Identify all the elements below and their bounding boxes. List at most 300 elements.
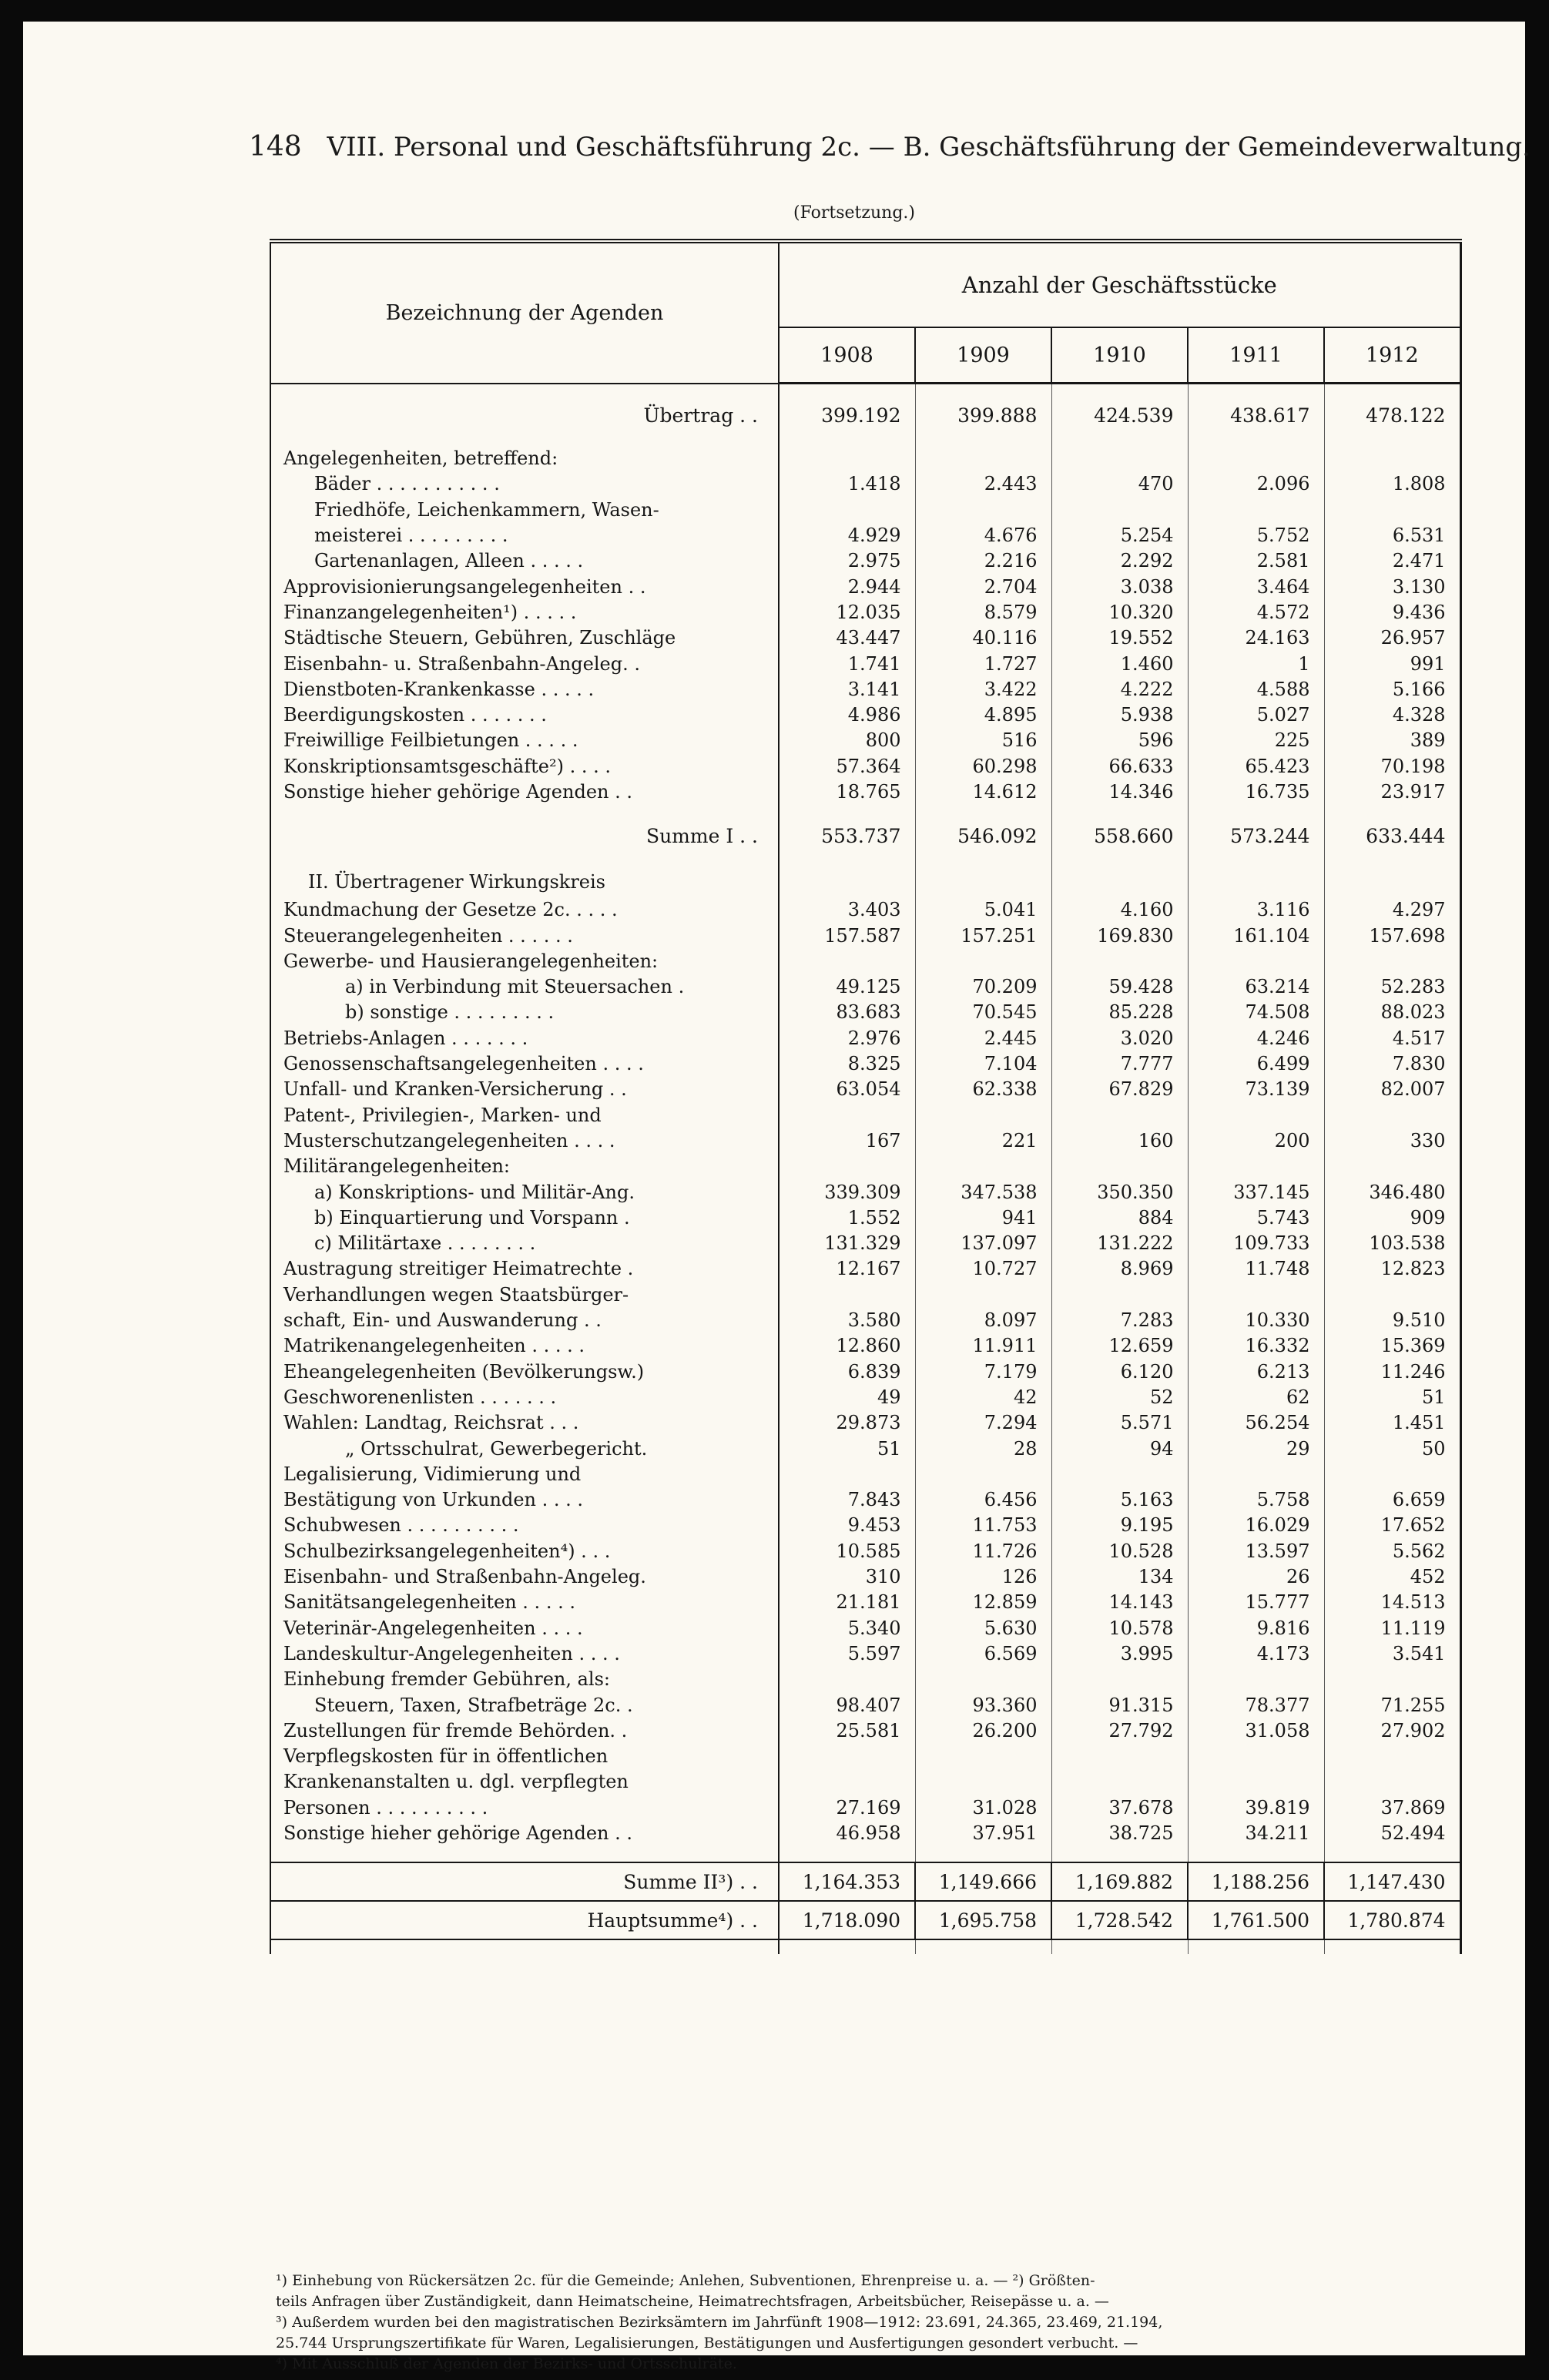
empty-cell	[1324, 1282, 1460, 1308]
table-row	[270, 677, 1460, 702]
table-row	[270, 702, 1460, 728]
value-cell: 62	[1188, 1385, 1324, 1410]
value-cell: 167	[779, 1128, 915, 1154]
agenda-table	[270, 239, 1462, 1954]
table-row	[270, 1256, 1460, 1282]
value-cell: 5.562	[1392, 1540, 1446, 1562]
value-cell: 93.360	[915, 1692, 1051, 1718]
table-row	[270, 1077, 1460, 1102]
value-cell: 3.464	[1188, 574, 1324, 599]
value-cell: 5.340	[779, 1615, 915, 1641]
value-cell: 1.727	[915, 651, 1051, 676]
value-cell: 424.539	[1051, 400, 1188, 431]
footnotes	[276, 2271, 1454, 2375]
value-cell: 73.139	[1188, 1077, 1324, 1102]
empty-cell	[1188, 1282, 1324, 1308]
value-cell: 884	[1051, 1205, 1188, 1231]
table-row	[270, 923, 1460, 948]
value-cell: 9.453	[779, 1513, 915, 1538]
row-label: Personen . . . . . . . . . .	[270, 1795, 779, 1821]
spacer-row	[270, 431, 1460, 446]
table-row	[270, 1410, 1460, 1436]
page-number: 148	[249, 131, 302, 163]
value-cell: 4.297	[1392, 899, 1446, 921]
row-label: Veterinär-Angelegenheiten . . . .	[270, 1615, 779, 1641]
value-cell: 399.888	[915, 400, 1051, 431]
value-cell: 52	[1051, 1385, 1188, 1410]
table-row	[270, 1051, 1460, 1077]
spacer-cell	[915, 431, 1051, 446]
spacer-cell	[1188, 1939, 1324, 1954]
empty-cell	[1324, 1769, 1460, 1795]
value-cell: 5.597	[779, 1641, 915, 1667]
table-row	[270, 574, 1460, 599]
value-cell: 78.377	[1188, 1692, 1324, 1718]
header-title: VIII. Personal und Geschäftsführung 2c. — B. Geschäftsführung der Gemeindeverwaltung.	[327, 132, 1531, 163]
value-cell: 5.758	[1188, 1487, 1324, 1513]
row-label: Einhebung fremder Gebühren, als:	[270, 1667, 779, 1692]
value-cell: 5.166	[1392, 678, 1446, 700]
row-label: Bäder . . . . . . . . . . .	[270, 471, 779, 497]
footnote-line: ¹) Einhebung von Rückersätzen 2c. für die Gemeinde; Anlehen, Subventionen, Ehrenpreise u. a. — ²) Größten-	[276, 2272, 1095, 2289]
spacer-cell	[779, 1939, 915, 1954]
spacer-cell	[779, 805, 915, 820]
value-cell: 11.748	[1188, 1256, 1324, 1282]
row-label: Friedhöfe, Leichenkammern, Wasen-	[270, 498, 779, 523]
empty-cell	[779, 498, 915, 523]
table-row	[270, 651, 1460, 676]
row-label: Genossenschaftsangelegenheiten . . . .	[270, 1051, 779, 1077]
empty-cell	[1188, 1667, 1324, 1692]
spacer-cell	[915, 805, 1051, 820]
table-row	[270, 897, 1460, 923]
empty-cell	[1324, 1154, 1460, 1179]
value-cell: 7.179	[915, 1359, 1051, 1385]
value-cell: 49.125	[779, 974, 915, 1000]
row-label: a) Konskriptions- und Militär-Ang.	[270, 1179, 779, 1205]
value-cell: 18.765	[779, 779, 915, 805]
spacer-cell	[779, 384, 915, 401]
spacer-cell	[1324, 384, 1460, 401]
table-row	[270, 1000, 1460, 1025]
value-cell: 109.733	[1188, 1231, 1324, 1256]
value-cell: 1,780.874	[1324, 1901, 1460, 1939]
row-label: Kundmachung der Gesetze 2c. . . . .	[270, 897, 779, 923]
label-line-row	[270, 446, 1460, 471]
empty-cell	[1051, 1667, 1188, 1692]
value-cell: 991	[1410, 652, 1446, 675]
empty-cell	[1324, 1103, 1460, 1128]
empty-cell	[915, 1462, 1051, 1487]
value-cell: 1.808	[1392, 473, 1446, 495]
value-cell: 6.499	[1188, 1051, 1324, 1077]
spacer-cell	[779, 431, 915, 446]
value-cell: 27.169	[779, 1795, 915, 1821]
subtotal-row	[270, 820, 1460, 851]
row-label: Landeskultur-Angelegenheiten . . . .	[270, 1641, 779, 1667]
value-cell: 131.329	[779, 1231, 915, 1256]
empty-cell	[915, 1282, 1051, 1308]
value-cell: 800	[779, 728, 915, 753]
value-cell: 5.630	[915, 1615, 1051, 1641]
spacer-cell	[1188, 805, 1324, 820]
value-cell: 14.143	[1051, 1590, 1188, 1615]
value-cell: 31.028	[915, 1795, 1051, 1821]
value-cell: 91.315	[1051, 1692, 1188, 1718]
empty-cell	[1051, 1744, 1188, 1769]
value-cell: 6.456	[915, 1487, 1051, 1513]
value-cell: 2.944	[779, 574, 915, 599]
value-cell: 225	[1188, 728, 1324, 753]
value-cell: 10.578	[1051, 1615, 1188, 1641]
table-row	[270, 1128, 1460, 1154]
value-cell: 3.995	[1051, 1641, 1188, 1667]
value-cell: 4.588	[1188, 677, 1324, 702]
value-cell: 157.587	[779, 923, 915, 948]
row-label: Geschworenenlisten . . . . . . .	[270, 1385, 779, 1410]
value-cell: 330	[1410, 1129, 1446, 1151]
row-label: Schubwesen . . . . . . . . . .	[270, 1513, 779, 1538]
value-cell: 7.777	[1051, 1051, 1188, 1077]
empty-cell	[915, 1667, 1051, 1692]
table-row	[270, 1487, 1460, 1513]
label-line-row	[270, 1282, 1460, 1308]
value-cell: 1,695.758	[915, 1901, 1051, 1939]
empty-cell	[1188, 1154, 1324, 1179]
value-cell: 3.541	[1392, 1642, 1446, 1664]
table-row	[270, 1718, 1460, 1744]
empty-cell	[1051, 867, 1188, 897]
empty-cell	[915, 1154, 1051, 1179]
spacer-cell	[270, 1939, 779, 1954]
empty-cell	[779, 1154, 915, 1179]
year-header: 1911	[1188, 327, 1324, 384]
label-line-row	[270, 1462, 1460, 1487]
value-cell: 24.163	[1188, 625, 1324, 651]
row-label: Hauptsumme⁴) . .	[270, 1901, 779, 1939]
value-cell: 8.097	[915, 1308, 1051, 1333]
value-cell: 573.244	[1188, 820, 1324, 851]
value-cell: 5.041	[915, 897, 1051, 923]
value-cell: 10.320	[1051, 600, 1188, 625]
value-cell: 1	[1188, 651, 1324, 676]
empty-cell	[1324, 949, 1460, 974]
value-cell: 11.911	[915, 1333, 1051, 1359]
value-cell: 14.346	[1051, 779, 1188, 805]
value-cell: 37.869	[1380, 1796, 1446, 1819]
spacer-cell	[1324, 1939, 1460, 1954]
table-row	[270, 1590, 1460, 1615]
table-row	[270, 1513, 1460, 1538]
spacer-cell	[1051, 431, 1188, 446]
value-cell: 26.200	[915, 1718, 1051, 1744]
empty-cell	[915, 446, 1051, 471]
value-cell: 5.163	[1051, 1487, 1188, 1513]
row-label: Legalisierung, Vidimierung und	[270, 1462, 779, 1487]
value-cell: 10.727	[915, 1256, 1051, 1282]
year-header: 1908	[779, 327, 915, 384]
value-cell: 157.698	[1369, 924, 1446, 947]
value-cell: 4.517	[1392, 1027, 1446, 1049]
row-label: Konskriptionsamtsgeschäfte²) . . . .	[270, 754, 779, 779]
value-cell: 38.725	[1051, 1821, 1188, 1846]
spacer-cell	[1188, 1846, 1324, 1862]
value-cell: 8.325	[779, 1051, 915, 1077]
row-label: Matrikenangelegenheiten . . . . .	[270, 1333, 779, 1359]
table-row	[270, 1436, 1460, 1461]
value-cell: 339.309	[779, 1179, 915, 1205]
table-row	[270, 471, 1460, 497]
row-label: Eheangelegenheiten (Bevölkerungsw.)	[270, 1359, 779, 1385]
table-row	[270, 1692, 1460, 1718]
value-cell: 15.369	[1380, 1335, 1446, 1357]
value-cell: 14.513	[1380, 1591, 1446, 1614]
spacer-cell	[1188, 851, 1324, 867]
value-cell: 8.969	[1051, 1256, 1188, 1282]
row-label: b) Einquartierung und Vorspann .	[270, 1205, 779, 1231]
value-cell: 134	[1051, 1564, 1188, 1590]
value-cell: 11.726	[915, 1539, 1051, 1564]
value-cell: 478.122	[1366, 404, 1446, 427]
empty-cell	[1324, 1462, 1460, 1487]
value-cell: 1,169.882	[1051, 1862, 1188, 1901]
empty-cell	[1188, 1103, 1324, 1128]
value-cell: 4.572	[1188, 600, 1324, 625]
row-label: schaft, Ein- und Auswanderung . .	[270, 1308, 779, 1333]
row-label: Steuerangelegenheiten . . . . . .	[270, 923, 779, 948]
value-cell: 31.058	[1188, 1718, 1324, 1744]
value-cell: 62.338	[915, 1077, 1051, 1102]
value-cell: 9.195	[1051, 1513, 1188, 1538]
value-cell: 310	[779, 1564, 915, 1590]
value-cell: 16.735	[1188, 779, 1324, 805]
spacer-row	[270, 851, 1460, 867]
value-cell: 2.445	[915, 1026, 1051, 1051]
value-cell: 9.436	[1392, 601, 1446, 623]
empty-cell	[1051, 1282, 1188, 1308]
row-label: Musterschutzangelegenheiten . . . .	[270, 1128, 779, 1154]
value-cell: 6.659	[1392, 1489, 1446, 1511]
spacer-cell	[270, 431, 779, 446]
empty-cell	[779, 446, 915, 471]
table-row	[270, 1539, 1460, 1564]
value-cell: 4.986	[779, 702, 915, 728]
value-cell: 11.119	[1380, 1617, 1446, 1639]
value-cell: 1,147.430	[1324, 1862, 1460, 1901]
label-line-row	[270, 1769, 1460, 1795]
row-label: Summe I . .	[270, 820, 779, 851]
spacer-cell	[1324, 851, 1460, 867]
empty-cell	[1051, 1462, 1188, 1487]
value-cell: 5.938	[1051, 702, 1188, 728]
empty-cell	[1188, 1769, 1324, 1795]
row-label: Gewerbe- und Hausierangelegenheiten:	[270, 949, 779, 974]
spacer-cell	[1324, 805, 1460, 820]
row-label: Übertrag . .	[270, 400, 779, 431]
table-row	[270, 523, 1460, 548]
year-header: 1910	[1051, 327, 1188, 384]
value-cell: 4.929	[779, 523, 915, 548]
value-cell: 5.743	[1188, 1205, 1324, 1231]
empty-cell	[1188, 446, 1324, 471]
row-label: Militärangelegenheiten:	[270, 1154, 779, 1179]
empty-cell	[1324, 446, 1460, 471]
table-row	[270, 1821, 1460, 1846]
spacer-cell	[270, 851, 779, 867]
value-cell: 347.538	[915, 1179, 1051, 1205]
empty-cell	[1324, 498, 1460, 523]
empty-cell	[1188, 498, 1324, 523]
value-cell: 60.298	[915, 754, 1051, 779]
value-cell: 137.097	[915, 1231, 1051, 1256]
value-cell: 1.460	[1051, 651, 1188, 676]
label-line-row	[270, 1744, 1460, 1769]
count-group-header: Anzahl der Geschäftsstücke	[779, 241, 1460, 327]
value-cell: 131.222	[1051, 1231, 1188, 1256]
value-cell: 452	[1410, 1566, 1446, 1588]
value-cell: 52.494	[1380, 1822, 1446, 1844]
value-cell: 4.173	[1188, 1641, 1324, 1667]
value-cell: 337.145	[1188, 1179, 1324, 1205]
page-sheet	[23, 22, 1531, 2372]
table-row	[270, 1795, 1460, 1821]
value-cell: 14.612	[915, 779, 1051, 805]
value-cell: 1.741	[779, 651, 915, 676]
total-row	[270, 1901, 1460, 1939]
row-label: Sonstige hieher gehörige Agenden . .	[270, 779, 779, 805]
value-cell: 941	[915, 1205, 1051, 1231]
table-row	[270, 1615, 1460, 1641]
value-cell: 7.104	[915, 1051, 1051, 1077]
spacer-cell	[1188, 431, 1324, 446]
spacer-cell	[915, 851, 1051, 867]
label-line-row	[270, 1154, 1460, 1179]
value-cell: 103.538	[1369, 1232, 1446, 1255]
spacer-cell	[915, 1939, 1051, 1954]
row-label: Finanzangelegenheiten¹) . . . . .	[270, 600, 779, 625]
value-cell: 169.830	[1051, 923, 1188, 948]
value-cell: 6.839	[779, 1359, 915, 1385]
value-cell: 470	[1051, 471, 1188, 497]
label-line-row	[270, 498, 1460, 523]
row-label: Gartenanlagen, Alleen . . . . .	[270, 548, 779, 574]
value-cell: 1,728.542	[1051, 1901, 1188, 1939]
value-cell: 9.816	[1188, 1615, 1324, 1641]
value-cell: 3.141	[779, 677, 915, 702]
value-cell: 546.092	[915, 820, 1051, 851]
row-label: Betriebs-Anlagen . . . . . . .	[270, 1026, 779, 1051]
value-cell: 553.737	[779, 820, 915, 851]
value-cell: 2.443	[915, 471, 1051, 497]
row-label: Krankenanstalten u. dgl. verpflegten	[270, 1769, 779, 1795]
row-label: Patent-, Privilegien-, Marken- und	[270, 1103, 779, 1128]
value-cell: 37.678	[1051, 1795, 1188, 1821]
value-cell: 5.027	[1188, 702, 1324, 728]
value-cell: 5.752	[1188, 523, 1324, 548]
value-cell: 7.283	[1051, 1308, 1188, 1333]
total-row	[270, 1862, 1460, 1901]
value-cell: 66.633	[1051, 754, 1188, 779]
table-row	[270, 1308, 1460, 1333]
value-cell: 10.585	[779, 1539, 915, 1564]
value-cell: 70.545	[915, 1000, 1051, 1025]
table-row	[270, 1231, 1460, 1256]
value-cell: 57.364	[779, 754, 915, 779]
empty-cell	[1324, 1744, 1460, 1769]
value-cell: 27.902	[1380, 1719, 1446, 1741]
empty-cell	[1051, 1154, 1188, 1179]
empty-cell	[915, 1103, 1051, 1128]
table-row	[270, 1359, 1460, 1385]
value-cell: 399.192	[779, 400, 915, 431]
value-cell: 21.181	[779, 1590, 915, 1615]
value-cell: 3.580	[779, 1308, 915, 1333]
value-cell: 3.130	[1392, 575, 1446, 598]
empty-cell	[915, 498, 1051, 523]
empty-cell	[1051, 1103, 1188, 1128]
table-row	[270, 1205, 1460, 1231]
value-cell: 37.951	[915, 1821, 1051, 1846]
value-cell: 39.819	[1188, 1795, 1324, 1821]
spacer-cell	[1324, 431, 1460, 446]
table-row	[270, 548, 1460, 574]
value-cell: 82.007	[1380, 1078, 1446, 1101]
value-cell: 26.957	[1380, 627, 1446, 649]
value-cell: 23.917	[1380, 781, 1446, 803]
empty-cell	[1324, 867, 1460, 897]
value-cell: 8.579	[915, 600, 1051, 625]
value-cell: 51	[779, 1436, 915, 1461]
value-cell: 4.222	[1051, 677, 1188, 702]
running-header	[249, 131, 1531, 163]
value-cell: 3.020	[1051, 1026, 1188, 1051]
value-cell: 1,149.666	[915, 1862, 1051, 1901]
value-cell: 15.777	[1188, 1590, 1324, 1615]
spacer-row	[270, 1846, 1460, 1862]
value-cell: 11.753	[915, 1513, 1051, 1538]
empty-cell	[1051, 949, 1188, 974]
spacer-cell	[1051, 384, 1188, 401]
value-cell: 34.211	[1188, 1821, 1324, 1846]
row-label: Approvisionierungsangelegenheiten . .	[270, 574, 779, 599]
value-cell: 12.659	[1051, 1333, 1188, 1359]
row-label: Eisenbahn- und Straßenbahn-Angeleg.	[270, 1564, 779, 1590]
value-cell: 2.976	[779, 1026, 915, 1051]
value-cell: 12.035	[779, 600, 915, 625]
value-cell: 83.683	[779, 1000, 915, 1025]
value-cell: 2.975	[779, 548, 915, 574]
row-label: Freiwillige Feilbietungen . . . . .	[270, 728, 779, 753]
value-cell: 9.510	[1392, 1309, 1446, 1332]
value-cell: 85.228	[1051, 1000, 1188, 1025]
value-cell: 65.423	[1188, 754, 1324, 779]
value-cell: 27.792	[1051, 1718, 1188, 1744]
value-cell: 1.451	[1392, 1412, 1446, 1434]
spacer-cell	[915, 1846, 1051, 1862]
section-heading-row	[270, 867, 1460, 897]
value-cell: 29	[1188, 1436, 1324, 1461]
value-cell: 26	[1188, 1564, 1324, 1590]
empty-cell	[915, 1744, 1051, 1769]
value-cell: 49	[779, 1385, 915, 1410]
value-cell: 7.294	[915, 1410, 1051, 1436]
empty-cell	[1188, 1744, 1324, 1769]
empty-cell	[779, 1769, 915, 1795]
row-label: Angelegenheiten, betreffend:	[270, 446, 779, 471]
value-cell: 4.160	[1051, 897, 1188, 923]
value-cell: 2.471	[1392, 550, 1446, 572]
value-cell: 7.843	[779, 1487, 915, 1513]
